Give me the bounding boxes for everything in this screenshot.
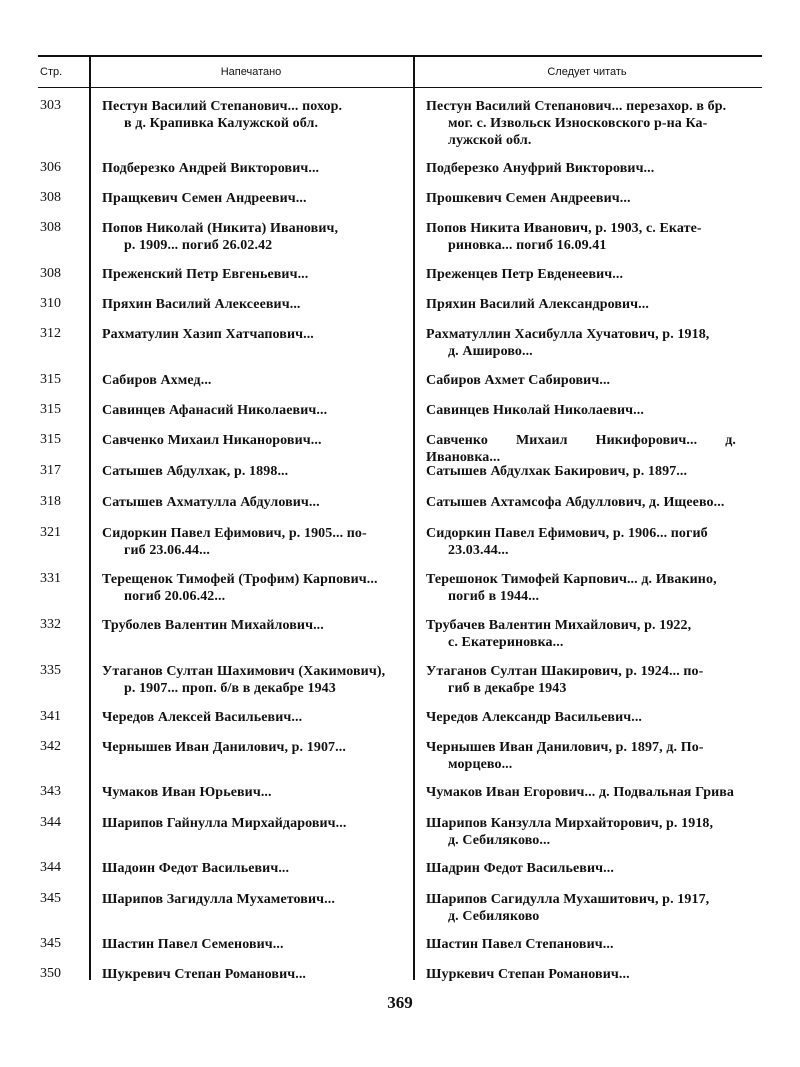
printed-line: Сатышев Ахматулла Абдулович... bbox=[102, 495, 320, 510]
correct-line: погиб в 1944... bbox=[448, 589, 540, 604]
page-ref: 345 bbox=[40, 891, 61, 906]
printed-line: Шастин Павел Семенович... bbox=[102, 937, 284, 952]
printed-text bbox=[102, 815, 398, 832]
printed-line: Сатышев Абдулхак, р. 1898... bbox=[102, 464, 289, 479]
printed-line: Савченко Михаил Никанорович... bbox=[102, 433, 322, 448]
printed-line: Чернышев Иван Данилович, р. 1907... bbox=[102, 740, 346, 755]
page-ref: 331 bbox=[40, 571, 61, 586]
header-correct-column: Следует читать bbox=[547, 66, 627, 78]
correct-line: с. Екатериновка... bbox=[448, 635, 564, 650]
printed-line: Чумаков Иван Юрьевич... bbox=[102, 785, 272, 800]
correct-line: Сидоркин Павел Ефимович, р. 1906... погиб bbox=[426, 526, 708, 541]
correct-text bbox=[426, 860, 736, 877]
correct-text bbox=[426, 266, 736, 283]
printed-line: Шукревич Степан Романович... bbox=[102, 967, 307, 982]
printed-line: Терещенок Тимофей (Трофим) Карпович... bbox=[102, 572, 378, 587]
correct-text bbox=[426, 891, 736, 925]
printed-text bbox=[102, 432, 398, 449]
printed-text bbox=[102, 860, 398, 877]
printed-text bbox=[102, 372, 398, 389]
correct-text bbox=[426, 463, 736, 480]
printed-text bbox=[102, 190, 398, 207]
correct-line: д. Себиляково bbox=[448, 909, 540, 924]
correct-line: Савинцев Николай Николаевич... bbox=[426, 403, 644, 418]
printed-line: гиб 23.06.44... bbox=[124, 543, 210, 558]
correct-text bbox=[426, 220, 736, 254]
page-ref: 345 bbox=[40, 936, 61, 951]
printed-text bbox=[102, 463, 398, 480]
correct-line: лужской обл. bbox=[448, 133, 532, 148]
correct-line: Прошкевич Семен Андреевич... bbox=[426, 191, 631, 206]
correct-line: мог. с. Извольск Износковского р-на Ка- bbox=[448, 116, 708, 131]
printed-line: Пращкевич Семен Андреевич... bbox=[102, 191, 307, 206]
correct-line: Сатышев Ахтамсофа Абдуллович, д. Ищеево... bbox=[426, 495, 725, 510]
printed-line: Шарипов Загидулла Мухаметович... bbox=[102, 892, 335, 907]
correct-text bbox=[426, 296, 736, 313]
printed-line: Чередов Алексей Васильевич... bbox=[102, 710, 303, 725]
correct-line: Сабиров Ахмет Сабирович... bbox=[426, 373, 611, 388]
printed-line: Подберезко Андрей Викторович... bbox=[102, 161, 320, 176]
correct-line: риновка... погиб 16.09.41 bbox=[448, 238, 607, 253]
correct-line: д. Себиляково... bbox=[448, 833, 551, 848]
printed-text bbox=[102, 494, 398, 511]
correct-text bbox=[426, 326, 736, 360]
printed-text bbox=[102, 402, 398, 419]
printed-line: Шадоин Федот Васильевич... bbox=[102, 861, 290, 876]
page-ref: 308 bbox=[40, 266, 61, 281]
printed-text bbox=[102, 936, 398, 953]
correct-text bbox=[426, 525, 736, 559]
correct-text bbox=[426, 966, 736, 983]
correct-text bbox=[426, 494, 736, 511]
printed-text bbox=[102, 663, 398, 697]
page-ref: 312 bbox=[40, 326, 61, 341]
printed-line: Пестун Василий Степанович... похор. bbox=[102, 99, 343, 114]
correct-line: Шастин Павел Степанович... bbox=[426, 937, 614, 952]
correct-line: гиб в декабре 1943 bbox=[448, 681, 567, 696]
column-divider-2 bbox=[413, 55, 415, 980]
page-number: 369 bbox=[387, 993, 413, 1012]
correct-line: Утаганов Султан Шакирович, р. 1924... по- bbox=[426, 664, 704, 679]
printed-text bbox=[102, 220, 398, 254]
printed-text bbox=[102, 266, 398, 283]
correct-line: Рахматуллин Хасибулла Хучатович, р. 1918, bbox=[426, 327, 710, 342]
page-ref: 303 bbox=[40, 98, 61, 113]
correct-line: 23.03.44... bbox=[448, 543, 509, 558]
printed-line: Сидоркин Павел Ефимович, р. 1905... по- bbox=[102, 526, 367, 541]
correct-line: Шуркевич Степан Романович... bbox=[426, 967, 630, 982]
printed-text bbox=[102, 739, 398, 756]
page-ref: 310 bbox=[40, 296, 61, 311]
page-ref: 318 bbox=[40, 494, 61, 509]
page-ref: 315 bbox=[40, 372, 61, 387]
printed-line: р. 1907... проп. б/в в декабре 1943 bbox=[124, 681, 336, 696]
correct-text bbox=[426, 709, 736, 726]
correct-line: Сатышев Абдулхак Бакирович, р. 1897... bbox=[426, 464, 688, 479]
page-ref: 344 bbox=[40, 815, 61, 830]
printed-line: Утаганов Султан Шахимович (Хакимович), bbox=[102, 664, 386, 679]
correct-line: Чернышев Иван Данилович, р. 1897, д. По- bbox=[426, 740, 704, 755]
correct-line: Чумаков Иван Егорович... д. Подвальная Грива bbox=[426, 785, 735, 800]
correct-line: Шарипов Сагидулла Мухашитович, р. 1917, bbox=[426, 892, 710, 907]
correct-line: Пряхин Василий Александрович... bbox=[426, 297, 649, 312]
correct-text bbox=[426, 432, 736, 466]
correct-text bbox=[426, 815, 736, 849]
correct-line: Терешонок Тимофей Карпович... д. Ивакино, bbox=[426, 572, 717, 587]
page-ref: 306 bbox=[40, 160, 61, 175]
printed-text bbox=[102, 891, 398, 908]
correct-line: Преженцев Петр Евденеевич... bbox=[426, 267, 624, 282]
printed-text bbox=[102, 326, 398, 343]
page-ref: 315 bbox=[40, 402, 61, 417]
correct-line: Трубачев Валентин Михайлович, р. 1922, bbox=[426, 618, 692, 633]
correct-text bbox=[426, 617, 736, 651]
correct-text bbox=[426, 402, 736, 419]
printed-line: Попов Николай (Никита) Иванович, bbox=[102, 221, 339, 236]
printed-line: Пряхин Василий Алексеевич... bbox=[102, 297, 301, 312]
correct-line: Подберезко Ануфрий Викторович... bbox=[426, 161, 655, 176]
table-top-rule bbox=[38, 55, 762, 57]
printed-line: Сабиров Ахмед... bbox=[102, 373, 212, 388]
page-ref: 335 bbox=[40, 663, 61, 678]
printed-line: Преженский Петр Евгеньевич... bbox=[102, 267, 309, 282]
printed-line: Рахматулин Хазип Хатчапович... bbox=[102, 327, 314, 342]
header-printed-column: Напечатано bbox=[220, 66, 282, 78]
correct-text bbox=[426, 663, 736, 697]
printed-text bbox=[102, 160, 398, 177]
printed-text bbox=[102, 784, 398, 801]
correct-text bbox=[426, 784, 736, 801]
page-ref: 315 bbox=[40, 432, 61, 447]
printed-line: Шарипов Гайнулла Мирхайдарович... bbox=[102, 816, 347, 831]
printed-text bbox=[102, 571, 398, 605]
page-ref: 343 bbox=[40, 784, 61, 799]
correct-text bbox=[426, 98, 736, 149]
printed-text bbox=[102, 709, 398, 726]
correct-line: Шадрин Федот Васильевич... bbox=[426, 861, 614, 876]
page-ref: 317 bbox=[40, 463, 61, 478]
printed-line: Савинцев Афанасий Николаевич... bbox=[102, 403, 328, 418]
correct-line: Чередов Александр Васильевич... bbox=[426, 710, 643, 725]
page-ref: 350 bbox=[40, 966, 61, 981]
correct-line: Пестун Василий Степанович... перезахор. в бр. bbox=[426, 99, 727, 114]
printed-line: Труболев Валентин Михайлович... bbox=[102, 618, 324, 633]
page-ref: 341 bbox=[40, 709, 61, 724]
correct-line: Савченко Михаил Никифорович... д. Ивановка... bbox=[426, 433, 736, 465]
page-ref: 321 bbox=[40, 525, 61, 540]
column-divider-1 bbox=[89, 55, 91, 980]
correct-line: Попов Никита Иванович, р. 1903, с. Екате- bbox=[426, 221, 702, 236]
printed-line: погиб 20.06.42... bbox=[124, 589, 226, 604]
printed-text bbox=[102, 525, 398, 559]
correct-line: морцево... bbox=[448, 757, 513, 772]
printed-line: в д. Крапивка Калужской обл. bbox=[124, 116, 319, 131]
correct-text bbox=[426, 372, 736, 389]
correct-line: д. Аширово... bbox=[448, 344, 533, 359]
correct-text bbox=[426, 190, 736, 207]
table-header-rule bbox=[38, 87, 762, 88]
printed-text bbox=[102, 617, 398, 634]
page-ref: 342 bbox=[40, 739, 61, 754]
printed-text bbox=[102, 98, 398, 132]
page-ref: 308 bbox=[40, 220, 61, 235]
printed-text bbox=[102, 966, 398, 983]
page-ref: 332 bbox=[40, 617, 61, 632]
correct-text bbox=[426, 739, 736, 773]
page-ref: 344 bbox=[40, 860, 61, 875]
correct-text bbox=[426, 160, 736, 177]
correct-text bbox=[426, 571, 736, 605]
page-ref: 308 bbox=[40, 190, 61, 205]
header-page-column: Стр. bbox=[40, 66, 63, 78]
correct-text bbox=[426, 936, 736, 953]
printed-text bbox=[102, 296, 398, 313]
correct-line: Шарипов Канзулла Мирхайторович, р. 1918, bbox=[426, 816, 714, 831]
printed-line: р. 1909... погиб 26.02.42 bbox=[124, 238, 273, 253]
